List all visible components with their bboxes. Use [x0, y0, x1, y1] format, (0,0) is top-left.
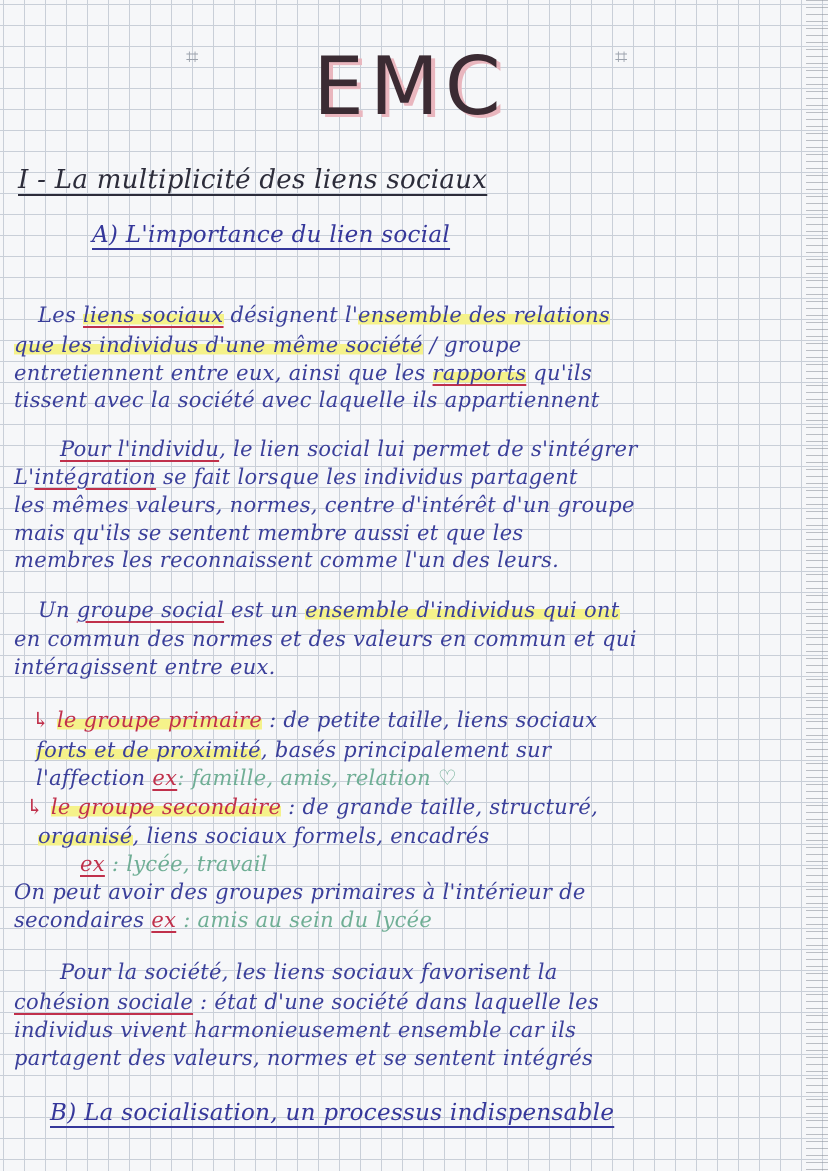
text-segment: : famille, amis, relation ♡	[177, 766, 458, 790]
text-segment: : amis au sein du lycée	[176, 908, 433, 932]
text-segment: : de grande taille, structuré,	[281, 795, 599, 819]
text-segment: intégration	[34, 465, 157, 489]
text-segment: organisé	[38, 824, 133, 848]
text-segment: Un	[38, 598, 77, 622]
text-segment: les mêmes valeurs, normes, centre d'intérêt d'un groupe	[14, 493, 635, 517]
p5-line-4	[14, 1046, 593, 1070]
text-segment: intéragissent entre eux.	[14, 655, 276, 679]
p4-line-4	[26, 795, 598, 819]
p2-line-1	[60, 437, 638, 461]
p2-line-3	[14, 493, 635, 517]
text-segment: mais qu'ils se sentent membre aussi et que les	[14, 521, 524, 545]
p4-line-1	[32, 708, 597, 732]
text-segment: ex	[80, 852, 105, 876]
text-segment: ↳	[26, 795, 51, 819]
text-segment: le groupe secondaire	[50, 795, 282, 819]
p4-line-8	[14, 908, 432, 932]
text-segment: entretiennent entre eux, ainsi que les	[14, 361, 433, 385]
text-segment: en commun des normes et des valeurs en commun et qui	[14, 627, 637, 651]
heading-1: I - La multiplicité des liens sociaux	[18, 165, 488, 195]
p2-line-2	[14, 465, 578, 489]
text-segment: le groupe primaire	[56, 708, 263, 732]
text-segment: , basés principalement sur	[260, 738, 552, 762]
p2-line-5	[14, 548, 559, 572]
text-segment: : de petite taille, liens sociaux	[262, 708, 598, 732]
p1-line-1	[38, 303, 610, 327]
text-segment: , liens sociaux formels, encadrés	[132, 824, 490, 848]
p1-line-4	[14, 388, 600, 412]
text-segment: ↳	[32, 708, 57, 732]
p3-line-1	[38, 598, 620, 622]
text-segment: Pour la société, les liens sociaux favorisent la	[60, 960, 558, 984]
p4-line-5	[38, 824, 490, 848]
text-segment: liens sociaux	[83, 303, 224, 327]
text-segment: groupe social	[76, 598, 225, 622]
p4-line-2	[36, 738, 551, 762]
text-segment: ensemble des relations	[358, 303, 611, 327]
p2-line-4	[14, 521, 524, 545]
text-segment: , le lien social lui permet de s'intégrer	[219, 437, 638, 461]
text-segment: ex	[151, 908, 177, 932]
p1-line-2	[14, 333, 521, 357]
p5-line-2	[14, 990, 599, 1014]
pin-right-icon: ⌗	[615, 45, 628, 70]
text-segment: se fait lorsque les individus partagent	[156, 465, 578, 489]
text-segment: individus vivent harmonieusement ensemble car ils	[14, 1018, 577, 1042]
text-segment: ensemble d'individus qui ont	[305, 598, 620, 622]
text-segment: partagent des valeurs, normes et se sentent intégrés	[14, 1046, 594, 1070]
text-segment: L'	[14, 465, 35, 489]
text-segment: rapports	[432, 361, 527, 385]
text-segment: ex	[152, 766, 178, 790]
notebook-edge	[806, 0, 828, 1171]
pin-left-icon: ⌗	[186, 45, 199, 70]
text-segment: Les	[38, 303, 84, 327]
text-segment: cohésion sociale	[14, 990, 194, 1014]
text-segment: forts et de proximité	[36, 738, 261, 762]
text-segment: tissent avec la société avec laquelle ils appartiennent	[14, 388, 600, 412]
p4-line-3	[36, 766, 457, 790]
text-segment: qu'ils	[526, 361, 593, 385]
text-segment: : lycée, travail	[104, 852, 268, 876]
text-segment: l'affection	[36, 766, 153, 790]
text-segment: désignent l'	[223, 303, 359, 327]
p4-line-7	[14, 880, 586, 904]
heading-1b: B) La socialisation, un processus indispensable	[50, 1100, 615, 1126]
text-segment: membres les reconnaissent comme l'un des leurs.	[14, 548, 560, 572]
p1-line-3	[14, 361, 592, 385]
p3-line-3	[14, 655, 276, 679]
p5-line-3	[14, 1018, 576, 1042]
text-segment: est un	[224, 598, 306, 622]
text-segment: que les individus d'une même société	[14, 333, 423, 357]
text-segment: secondaires	[14, 908, 152, 932]
p5-line-1	[60, 960, 558, 984]
text-segment: / groupe	[422, 333, 522, 357]
text-segment: Pour l'individu	[60, 437, 220, 461]
text-segment: On peut avoir des groupes primaires à l'intérieur de	[14, 880, 586, 904]
p4-line-6	[80, 852, 268, 876]
p3-line-2	[14, 627, 637, 651]
heading-1a: A) L'importance du lien social	[92, 222, 451, 248]
text-segment: : état d'une société dans laquelle les	[193, 990, 599, 1014]
page-title: EMC	[313, 40, 507, 133]
